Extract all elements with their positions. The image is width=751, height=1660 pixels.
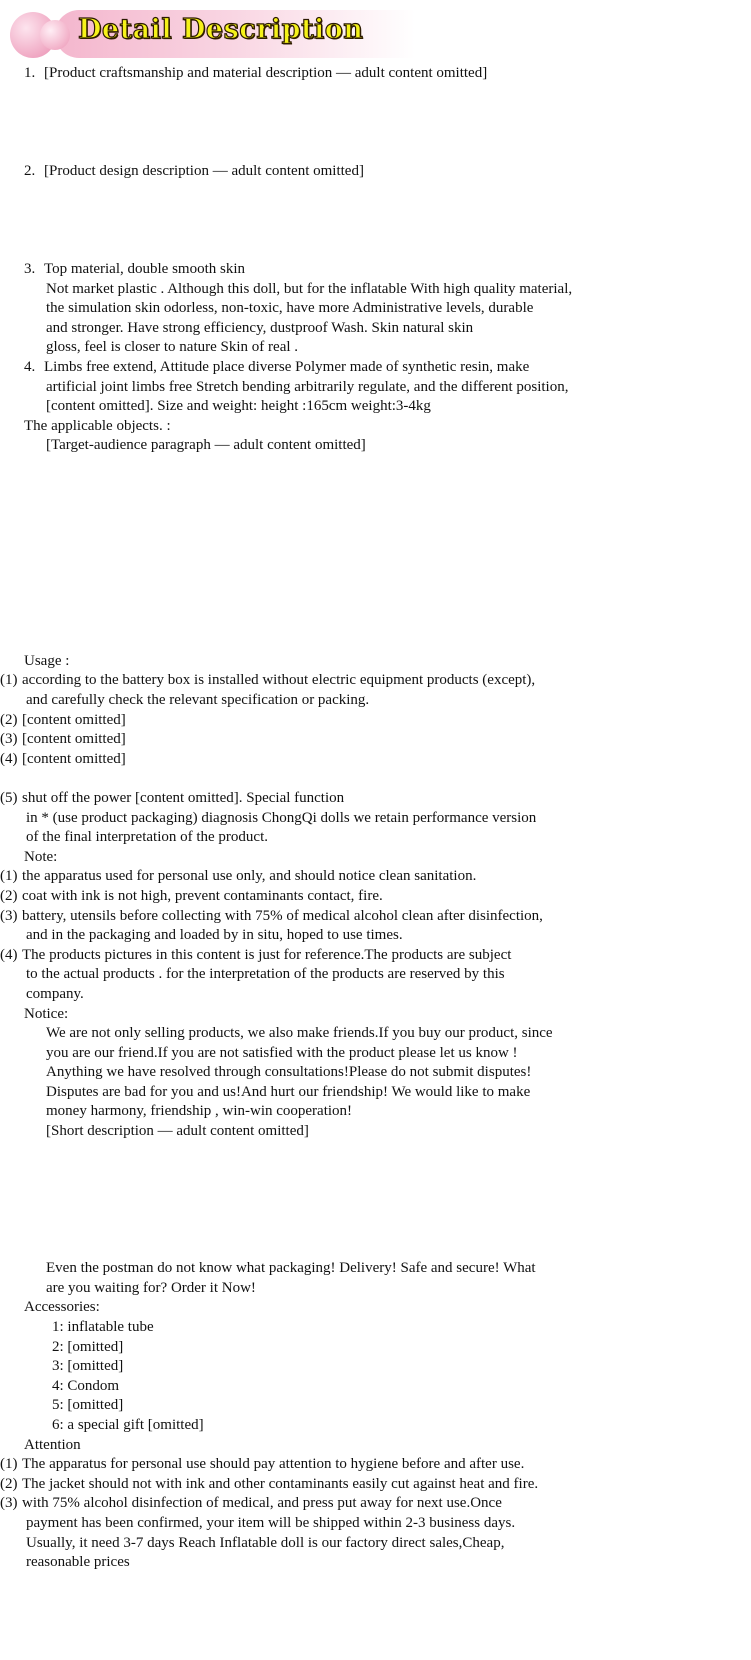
text-line [44, 221, 739, 241]
item-number: 1. [24, 65, 36, 81]
text-line: The products pictures in this content is just for reference.The products are subject [22, 946, 512, 963]
item-number: (5) [0, 789, 18, 806]
text-line: you are our friend.If you are not satisfied with the product please let us know ! [46, 1044, 518, 1061]
list-item: 3: [omitted] [52, 1358, 124, 1375]
text-line [46, 456, 739, 476]
text-line: [Product design description — adult content omitted] [44, 162, 364, 179]
list-item: 4: Condom [52, 1377, 120, 1394]
text-line: coat with ink is not high, prevent contaminants contact, fire. [22, 887, 383, 904]
section-heading: Accessories: [24, 1299, 100, 1316]
text-line [46, 613, 739, 633]
page-title: Detail Description [78, 14, 364, 45]
numbered-item [24, 64, 739, 162]
text-line: the simulation skin odorless, non-toxic, have more Administrative levels, durable [46, 300, 534, 317]
text-line: Usually, it need 3-7 days Reach Inflatable doll is our factory direct sales,Cheap, [26, 1534, 505, 1551]
bubble-decoration-icon [40, 20, 70, 50]
text-line [46, 475, 739, 495]
text-line [46, 593, 739, 613]
text-line: battery, utensils before collecting with 75% of medical alcohol clean after disinfection, [22, 907, 543, 924]
list-item [0, 671, 739, 710]
text-line [44, 182, 739, 202]
section-heading: Note: [24, 848, 58, 865]
text-line: to the actual products . for the interpretation of the products are reserved by this [26, 966, 505, 983]
text-line: We are not only selling products, we also make friends.If you buy our product, since [46, 1025, 553, 1042]
list-item: 6: a special gift [omitted] [52, 1416, 204, 1433]
text-line [44, 84, 739, 104]
item-number: (3) [0, 1495, 18, 1512]
text-line [46, 632, 739, 652]
text-line: Disputes are bad for you and us!And hurt our friendship! We would like to make [46, 1083, 531, 1100]
list-item [0, 867, 739, 887]
text-line: Anything we have resolved through consultations!Please do not submit disputes! [46, 1064, 532, 1081]
text-line: company. [26, 985, 84, 1002]
item-number: 3. [24, 260, 36, 277]
paragraph-block [24, 1024, 739, 1298]
text-line: of the final interpretation of the product. [26, 829, 268, 846]
text-line: are you waiting for? Order it Now! [46, 1279, 256, 1296]
text-line: [Product craftsmanship and material description — adult content omitted] [44, 65, 488, 81]
text-line: [Short description — adult content omitted] [46, 1123, 309, 1140]
item-number: (1) [0, 672, 18, 689]
section-heading: Usage : [24, 652, 70, 669]
text-line: Limbs free extend, Attitude place diverse Polymer made of synthetic resin, make [44, 358, 530, 375]
paragraph-block [24, 436, 739, 652]
text-line [44, 201, 739, 221]
text-line: [Target-audience paragraph — adult content omitted] [46, 437, 366, 454]
text-line: The jacket should not with ink and other contaminants easily cut against heat and fire. [22, 1475, 539, 1492]
item-number: 4. [24, 358, 36, 375]
item-number: (1) [0, 868, 18, 885]
list-item [0, 789, 739, 848]
item-number: 2. [24, 162, 36, 179]
text-line: Not market plastic . Although this doll, but for the inflatable With high quality material, [46, 280, 573, 297]
item-number: (2) [0, 711, 18, 728]
text-line [46, 554, 739, 574]
text-line [46, 1200, 739, 1220]
item-number: (2) [0, 1475, 18, 1492]
list-item [0, 711, 739, 731]
item-number: (1) [0, 1456, 18, 1473]
text-line [46, 573, 739, 593]
list-item [0, 1455, 739, 1475]
numbered-item [24, 162, 739, 260]
list-item [0, 730, 739, 750]
text-line: Top material, double smooth skin [44, 260, 246, 277]
list-item [0, 887, 739, 907]
list-item: 5: [omitted] [52, 1397, 124, 1414]
numbered-item [24, 358, 739, 417]
text-line: according to the battery box is installed without electric equipment products (except), [22, 672, 536, 689]
section-header [0, 0, 751, 62]
text-line: gloss, feel is closer to nature Skin of real . [46, 339, 299, 356]
numbered-item [24, 260, 739, 358]
section-heading: Attention [24, 1436, 81, 1453]
text-line: reasonable prices [26, 1554, 130, 1571]
text-line: the apparatus used for personal use only, and should notice clean sanitation. [22, 868, 477, 885]
text-line: [content omitted]. Size and weight: height :165cm weight:3-4kg [46, 398, 431, 415]
text-line: Even the postman do not know what packaging! Delivery! Safe and secure! What [46, 1260, 536, 1277]
text-line [46, 1181, 739, 1201]
text-line: in * (use product packaging) diagnosis ChongQi dolls we retain performance version [26, 809, 537, 826]
text-line: and carefully check the relevant specification or packing. [26, 692, 370, 708]
item-number: (3) [0, 907, 18, 924]
text-line: The apparatus for personal use should pay attention to hygiene before and after use. [22, 1456, 525, 1473]
list-item [0, 1475, 739, 1495]
text-line [44, 123, 739, 143]
text-line: shut off the power [content omitted]. Special function [22, 789, 345, 806]
text-line [46, 515, 739, 535]
text-line [46, 1220, 739, 1240]
text-line: artificial joint limbs free Stretch bending arbitrarily regulate, and the different position, [46, 378, 569, 395]
text-line: money harmony, friendship , win-win cooperation! [46, 1103, 353, 1120]
text-line [46, 534, 739, 554]
item-number: (2) [0, 887, 18, 904]
text-line: payment has been confirmed, your item will be shipped within 2-3 business days. [26, 1514, 516, 1531]
text-line [44, 142, 739, 162]
text-line: and stronger. Have strong efficiency, dustproof Wash. Skin natural skin [46, 319, 474, 336]
text-line [46, 1240, 739, 1260]
text-line: [content omitted] [22, 731, 126, 748]
text-line: with 75% alcohol disinfection of medical, and press put away for next use.Once [22, 1495, 502, 1512]
item-number: (4) [0, 750, 18, 767]
text-line [46, 1142, 739, 1162]
list-item [0, 750, 739, 789]
text-line [44, 103, 739, 123]
list-item: 2: [omitted] [52, 1338, 124, 1355]
list-item: 1: inflatable tube [52, 1319, 154, 1335]
section-heading: Notice: [24, 1005, 69, 1022]
text-line [46, 495, 739, 515]
text-line: and in the packaging and loaded by in situ, hoped to use times. [26, 927, 403, 944]
text-line [44, 240, 739, 260]
item-number: (3) [0, 731, 18, 748]
list-item [0, 1494, 739, 1572]
list-item [0, 907, 739, 946]
item-number: (4) [0, 946, 18, 963]
text-line [22, 769, 739, 789]
list-item [0, 946, 739, 1005]
text-line: [content omitted] [22, 711, 126, 728]
description-body [0, 64, 739, 1573]
text-line [46, 1161, 739, 1181]
section-heading: The applicable objects. : [24, 417, 171, 434]
text-line: [content omitted] [22, 750, 126, 767]
